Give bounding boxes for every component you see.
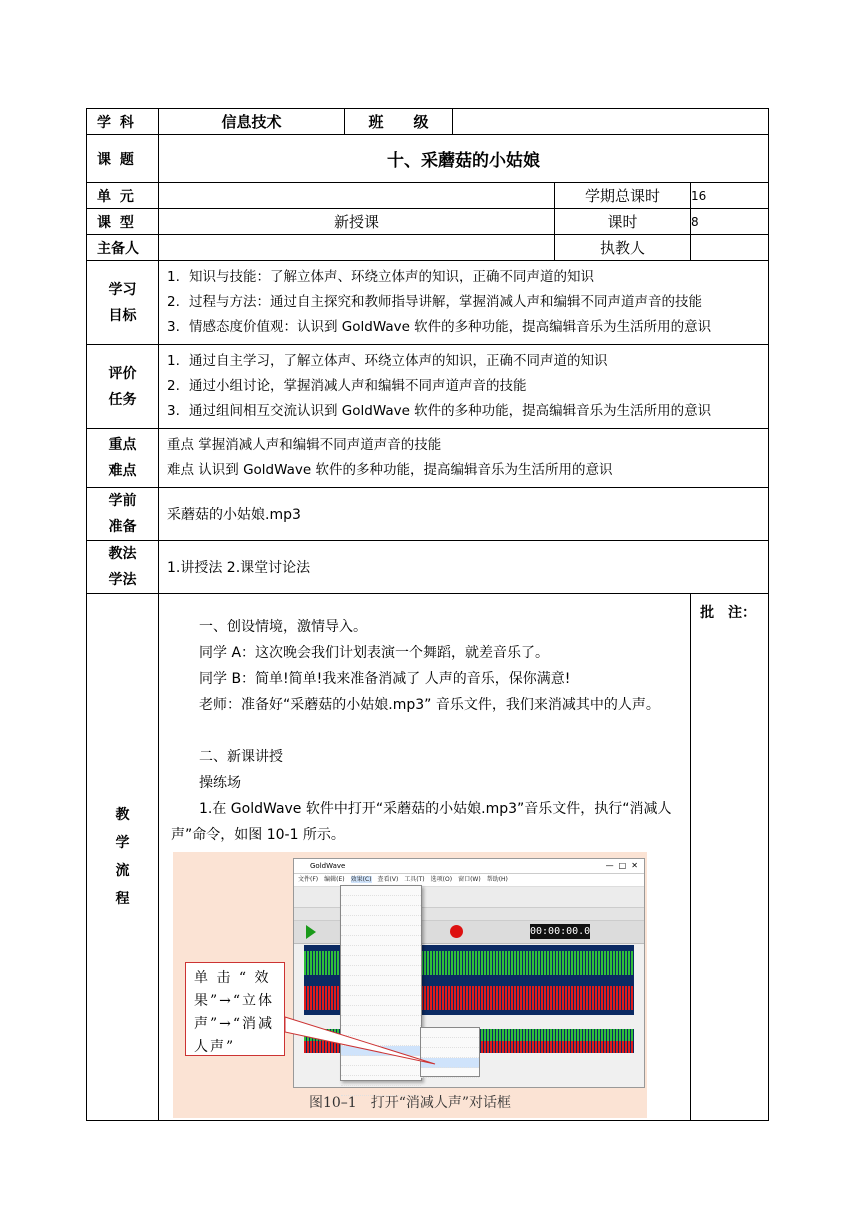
flow-paragraph: 同学 B：简单!简单!我来准备消减了 人声的音乐，保你满意!	[199, 671, 571, 687]
figure-10-1	[173, 852, 647, 1118]
preparer-value	[159, 235, 555, 261]
list-item: 1. 通过自主学习，了解立体声、环绕立体声的知识，正确不同声道的知识	[167, 353, 608, 369]
preparation-label: 学前 准备	[87, 488, 159, 541]
flow-paragraph: 老师：准备好“采蘑菇的小姑娘.mp3” 音乐文件，我们来消减其中的人声。	[199, 697, 660, 713]
evaluation-list	[159, 345, 769, 429]
menu-item: 工具(T)	[404, 876, 425, 883]
unit-value	[159, 183, 555, 209]
total-hours-label: 学期总课时	[555, 183, 691, 209]
preparer-label: 主备人	[87, 235, 159, 261]
lesson-plan-table	[86, 108, 769, 1121]
teacher-label: 执教人	[555, 235, 691, 261]
key-points-label: 重点 难点	[87, 429, 159, 488]
objectives-list	[159, 261, 769, 345]
class-value	[453, 109, 769, 135]
teacher-value	[691, 235, 769, 261]
key-point: 重点 掌握消减人声和编辑不同声道声音的技能	[167, 437, 442, 453]
total-hours-value: 16	[691, 183, 769, 209]
objectives-label: 学习 目标	[87, 261, 159, 345]
subject-value: 信息技术	[159, 109, 345, 135]
methods-value: 1.讲授法 2.课堂讨论法	[159, 541, 769, 594]
topic-title: 十、采蘑菇的小姑娘	[159, 135, 769, 183]
list-item: 1. 知识与技能：了解立体声、环绕立体声的知识，正确不同声道的知识	[167, 269, 594, 285]
flow-paragraph: 一、创设情境，激情导入。	[199, 619, 367, 635]
list-item: 2. 通过小组讨论，掌握消减人声和编辑不同声道声音的技能	[167, 378, 527, 394]
difficult-point: 难点 认识到 GoldWave 软件的多种功能，提高编辑音乐为生活所用的意识	[167, 462, 613, 478]
window-controls-icon: — □ ✕	[605, 861, 638, 870]
evaluation-label: 评价 任务	[87, 345, 159, 429]
flow-paragraph: 操练场	[199, 775, 241, 791]
menu-item: 文件(F)	[298, 876, 319, 883]
hours-label: 课时	[555, 209, 691, 235]
type-value: 新授课	[159, 209, 555, 235]
flow-paragraph	[171, 718, 682, 744]
flow-paragraph: 二、新课讲授	[199, 749, 283, 765]
methods-label: 教法 学法	[87, 541, 159, 594]
unit-label: 单 元	[87, 183, 159, 209]
class-label: 班 级	[345, 109, 453, 135]
menu-item: 帮助(H)	[486, 876, 508, 883]
flow-content	[159, 594, 691, 1121]
hours-value: 8	[691, 209, 769, 235]
type-label: 课 型	[87, 209, 159, 235]
menu-item: 选项(O)	[430, 876, 453, 883]
menu-item: 窗口(W)	[458, 876, 481, 883]
callout-box: 单 击 “ 效果”→“立体声”→“消减人声”	[185, 962, 285, 1056]
figure-caption: 图10–1 打开“消减人声”对话框	[308, 1095, 512, 1111]
flow-label: 教 学 流 程	[87, 594, 159, 1121]
flow-paragraph: 1.在 GoldWave 软件中打开“采蘑菇的小姑娘.mp3”音乐文件，执行“消减人声”命令，如图 10-1 所示。	[171, 801, 672, 843]
flow-paragraph: 同学 A：这次晚会我们计划表演一个舞蹈，就差音乐了。	[199, 645, 550, 661]
window-title: GoldWave	[310, 862, 346, 870]
list-item: 3. 通过组间相互交流认识到 GoldWave 软件的多种功能，提高编辑音乐为生活所用的意识	[167, 403, 712, 419]
topic-label: 课 题	[87, 135, 159, 183]
menu-item: 查看(V)	[377, 876, 399, 883]
list-item: 3. 情感态度价值观：认识到 GoldWave 软件的多种功能，提高编辑音乐为生活所用的意识	[167, 319, 712, 335]
notes-label: 批 注：	[691, 594, 769, 1121]
key-points-content	[159, 429, 769, 488]
menu-item: 效果(C)	[350, 876, 372, 883]
preparation-value: 采蘑菇的小姑娘.mp3	[159, 488, 769, 541]
time-display: 00:00:00.0	[530, 926, 591, 937]
subject-label: 学 科	[87, 109, 159, 135]
list-item: 2. 过程与方法：通过自主探究和教师指导讲解，掌握消减人声和编辑不同声道声音的技能	[167, 294, 702, 310]
menu-item: 编辑(E)	[324, 876, 345, 883]
